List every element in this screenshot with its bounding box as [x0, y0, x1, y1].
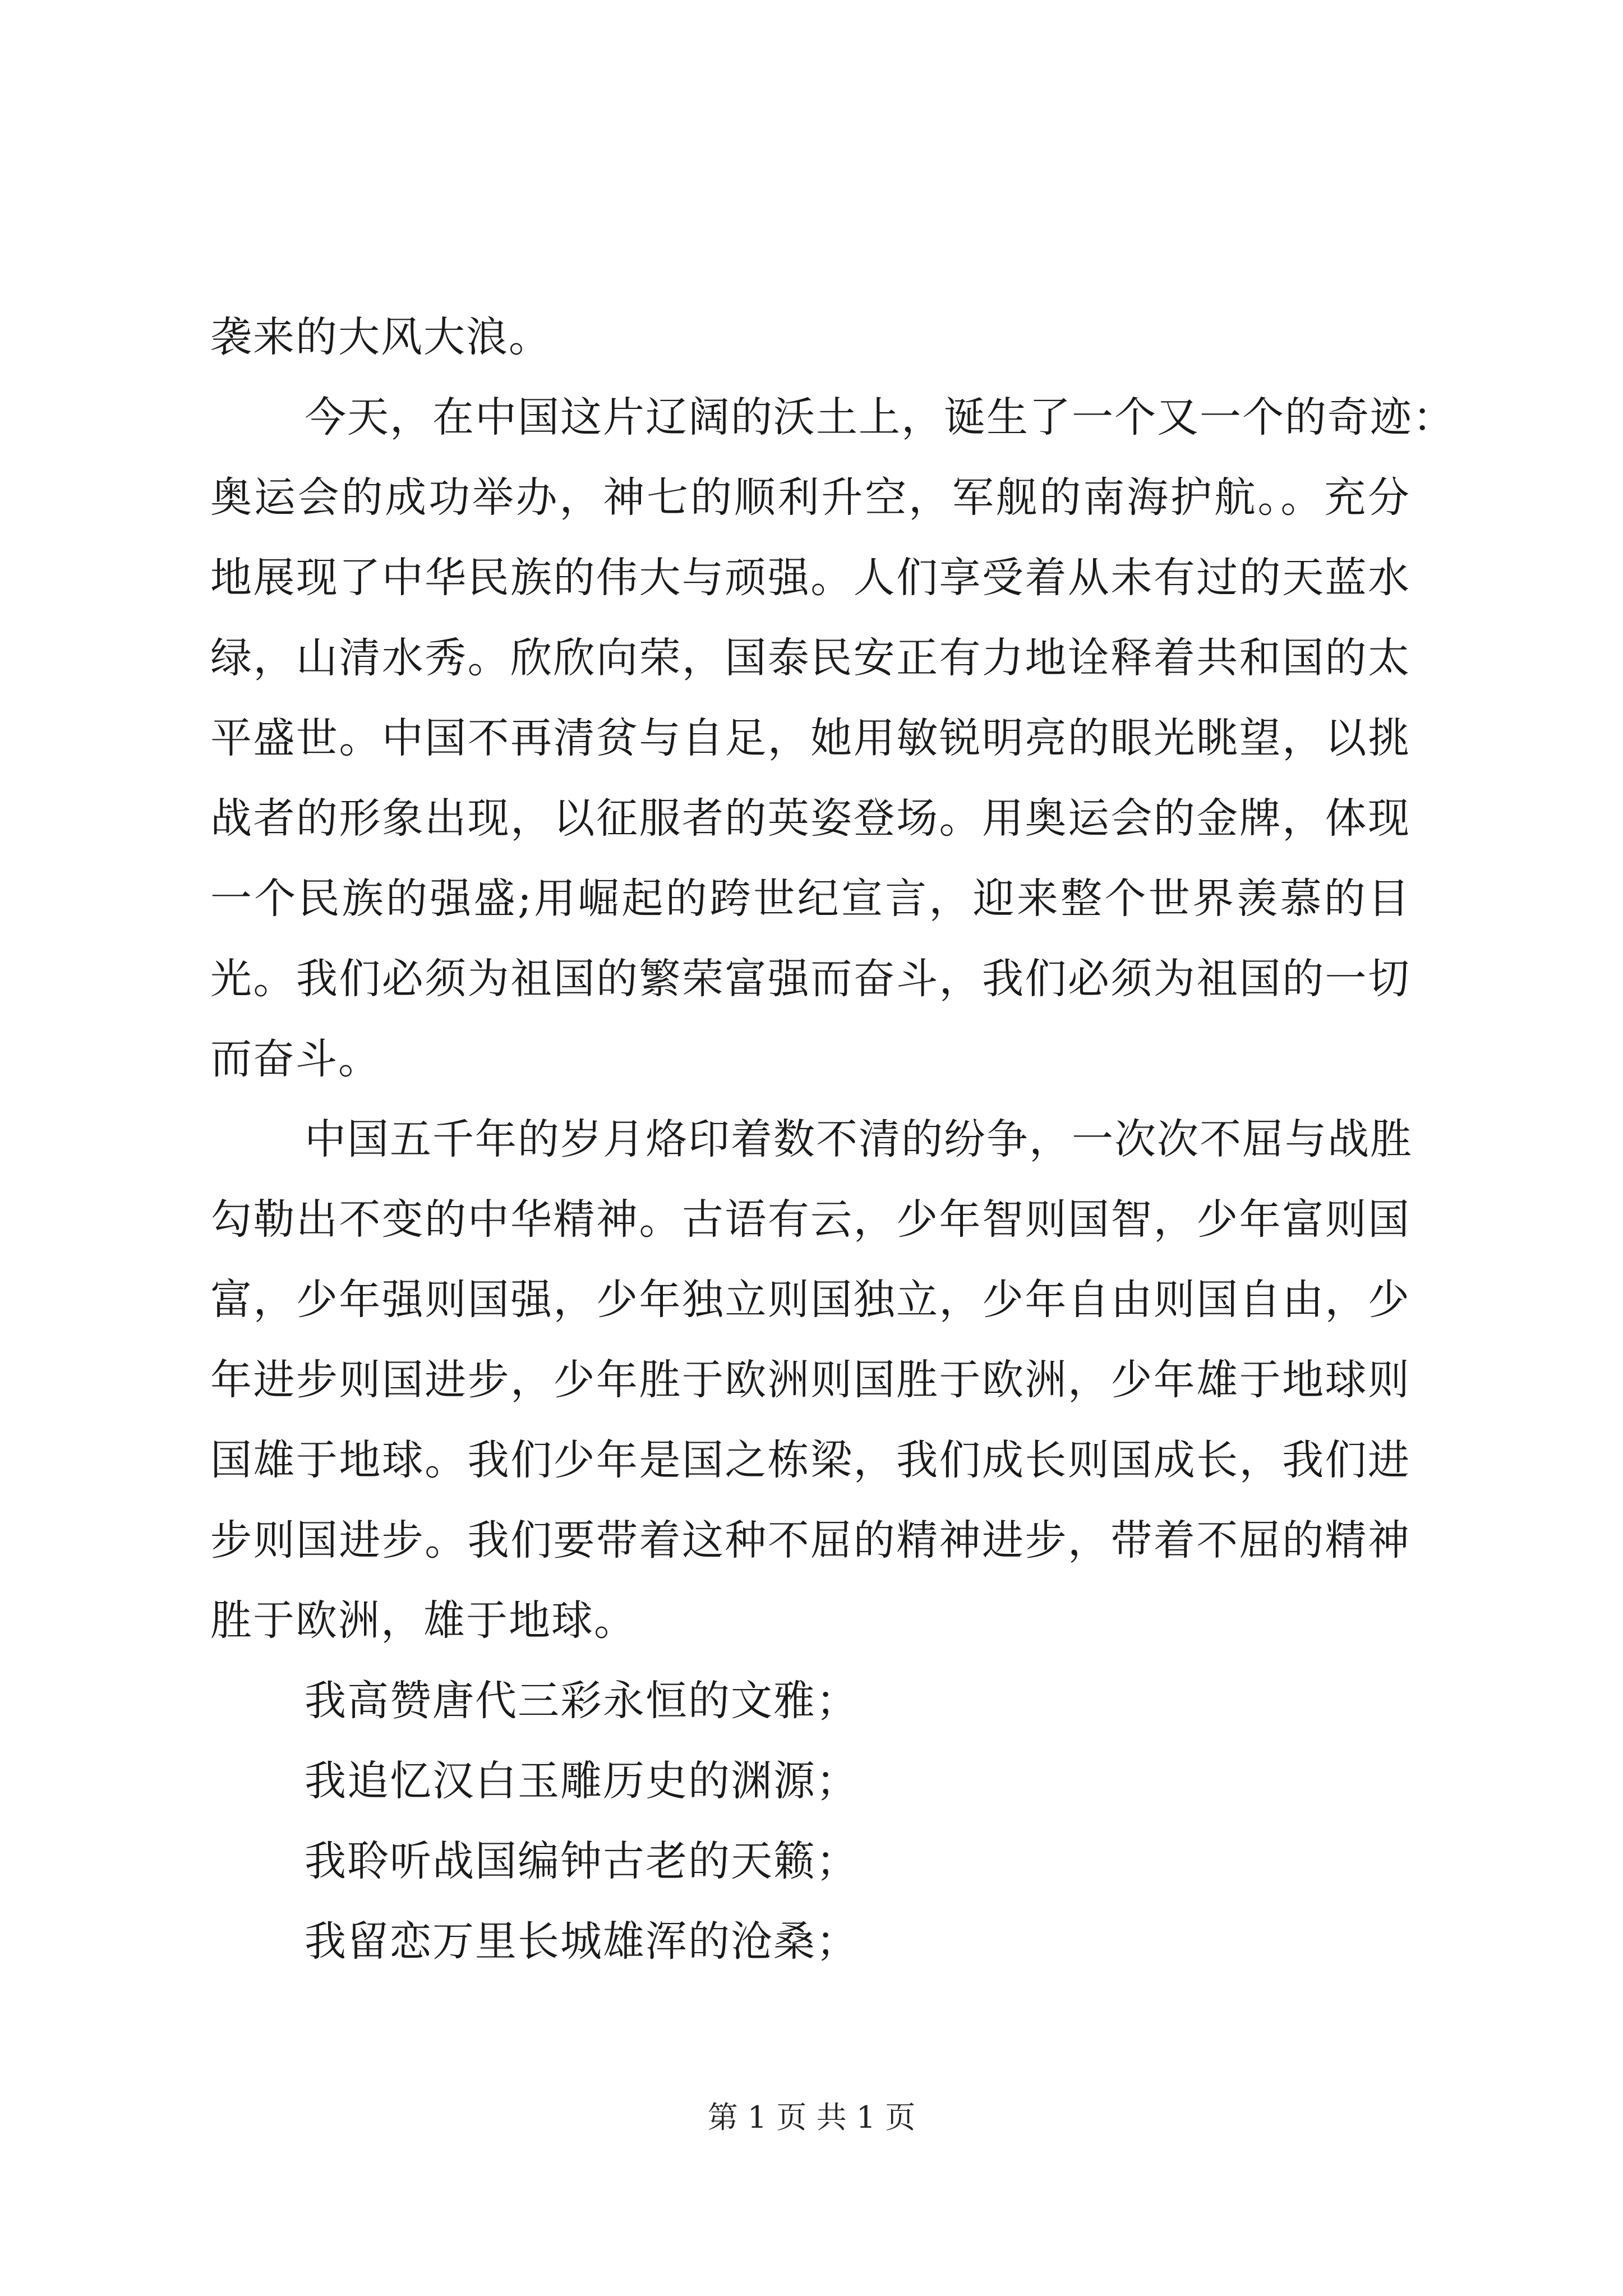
text-line: 战者的形象出现，以征服者的英姿登场。用奥运会的金牌，体现 [210, 794, 1410, 843]
text-line: 胜于欧洲，雄于地球。 [210, 1596, 637, 1645]
verse-line: 我聆听战国编钟古老的天籁； [305, 1837, 859, 1885]
verse-line: 我追忆汉白玉雕历史的渊源； [305, 1757, 859, 1805]
text-line: 年进步则国进步，少年胜于欧洲则国胜于欧洲，少年雄于地球则 [210, 1356, 1410, 1404]
text-line: 地展现了中华民族的伟大与顽强。人们享受着从未有过的天蓝水 [210, 554, 1410, 602]
text-line: 光。我们必须为祖国的繁荣富强而奋斗，我们必须为祖国的一切 [210, 955, 1410, 1003]
document-body [210, 297, 1455, 1982]
text-line: 奥运会的成功举办，神七的顺利升空，军舰的南海护航。。充分 [210, 473, 1410, 522]
paragraph-first-line: 今天，在中国这片辽阔的沃土上，诞生了一个又一个的奇迹： [305, 393, 1455, 441]
text-line: 袭来的大风大浪。 [210, 313, 551, 361]
verse-line: 我高赞唐代三彩永恒的文雅； [305, 1677, 859, 1725]
page-number-footer: 第 1 页 共 1 页 [707, 2100, 916, 2135]
paragraph-first-line: 中国五千年的岁月烙印着数不清的纷争，一次次不屈与战胜 [305, 1115, 1413, 1163]
text-line: 富，少年强则国强，少年独立则国独立，少年自由则国自由，少 [210, 1276, 1410, 1324]
verse-line: 我留恋万里长城雄浑的沧桑； [305, 1917, 859, 1966]
text-line: 勾勒出不变的中华精神。古语有云，少年智则国智，少年富则国 [210, 1195, 1410, 1244]
text-line: 平盛世。中国不再清贫与自足，她用敏锐明亮的眼光眺望，以挑 [210, 714, 1410, 762]
text-line: 步则国进步。我们要带着这种不屈的精神进步，带着不屈的精神 [210, 1516, 1410, 1565]
text-line: 而奋斗。 [210, 1035, 381, 1083]
text-line: 国雄于地球。我们少年是国之栋梁，我们成长则国成长，我们进 [210, 1436, 1410, 1484]
text-line: 一个民族的强盛;用崛起的跨世纪宣言，迎来整个世界羡慕的目 [210, 875, 1410, 923]
text-line: 绿，山清水秀。欣欣向荣，国泰民安正有力地诠释着共和国的太 [210, 634, 1410, 682]
